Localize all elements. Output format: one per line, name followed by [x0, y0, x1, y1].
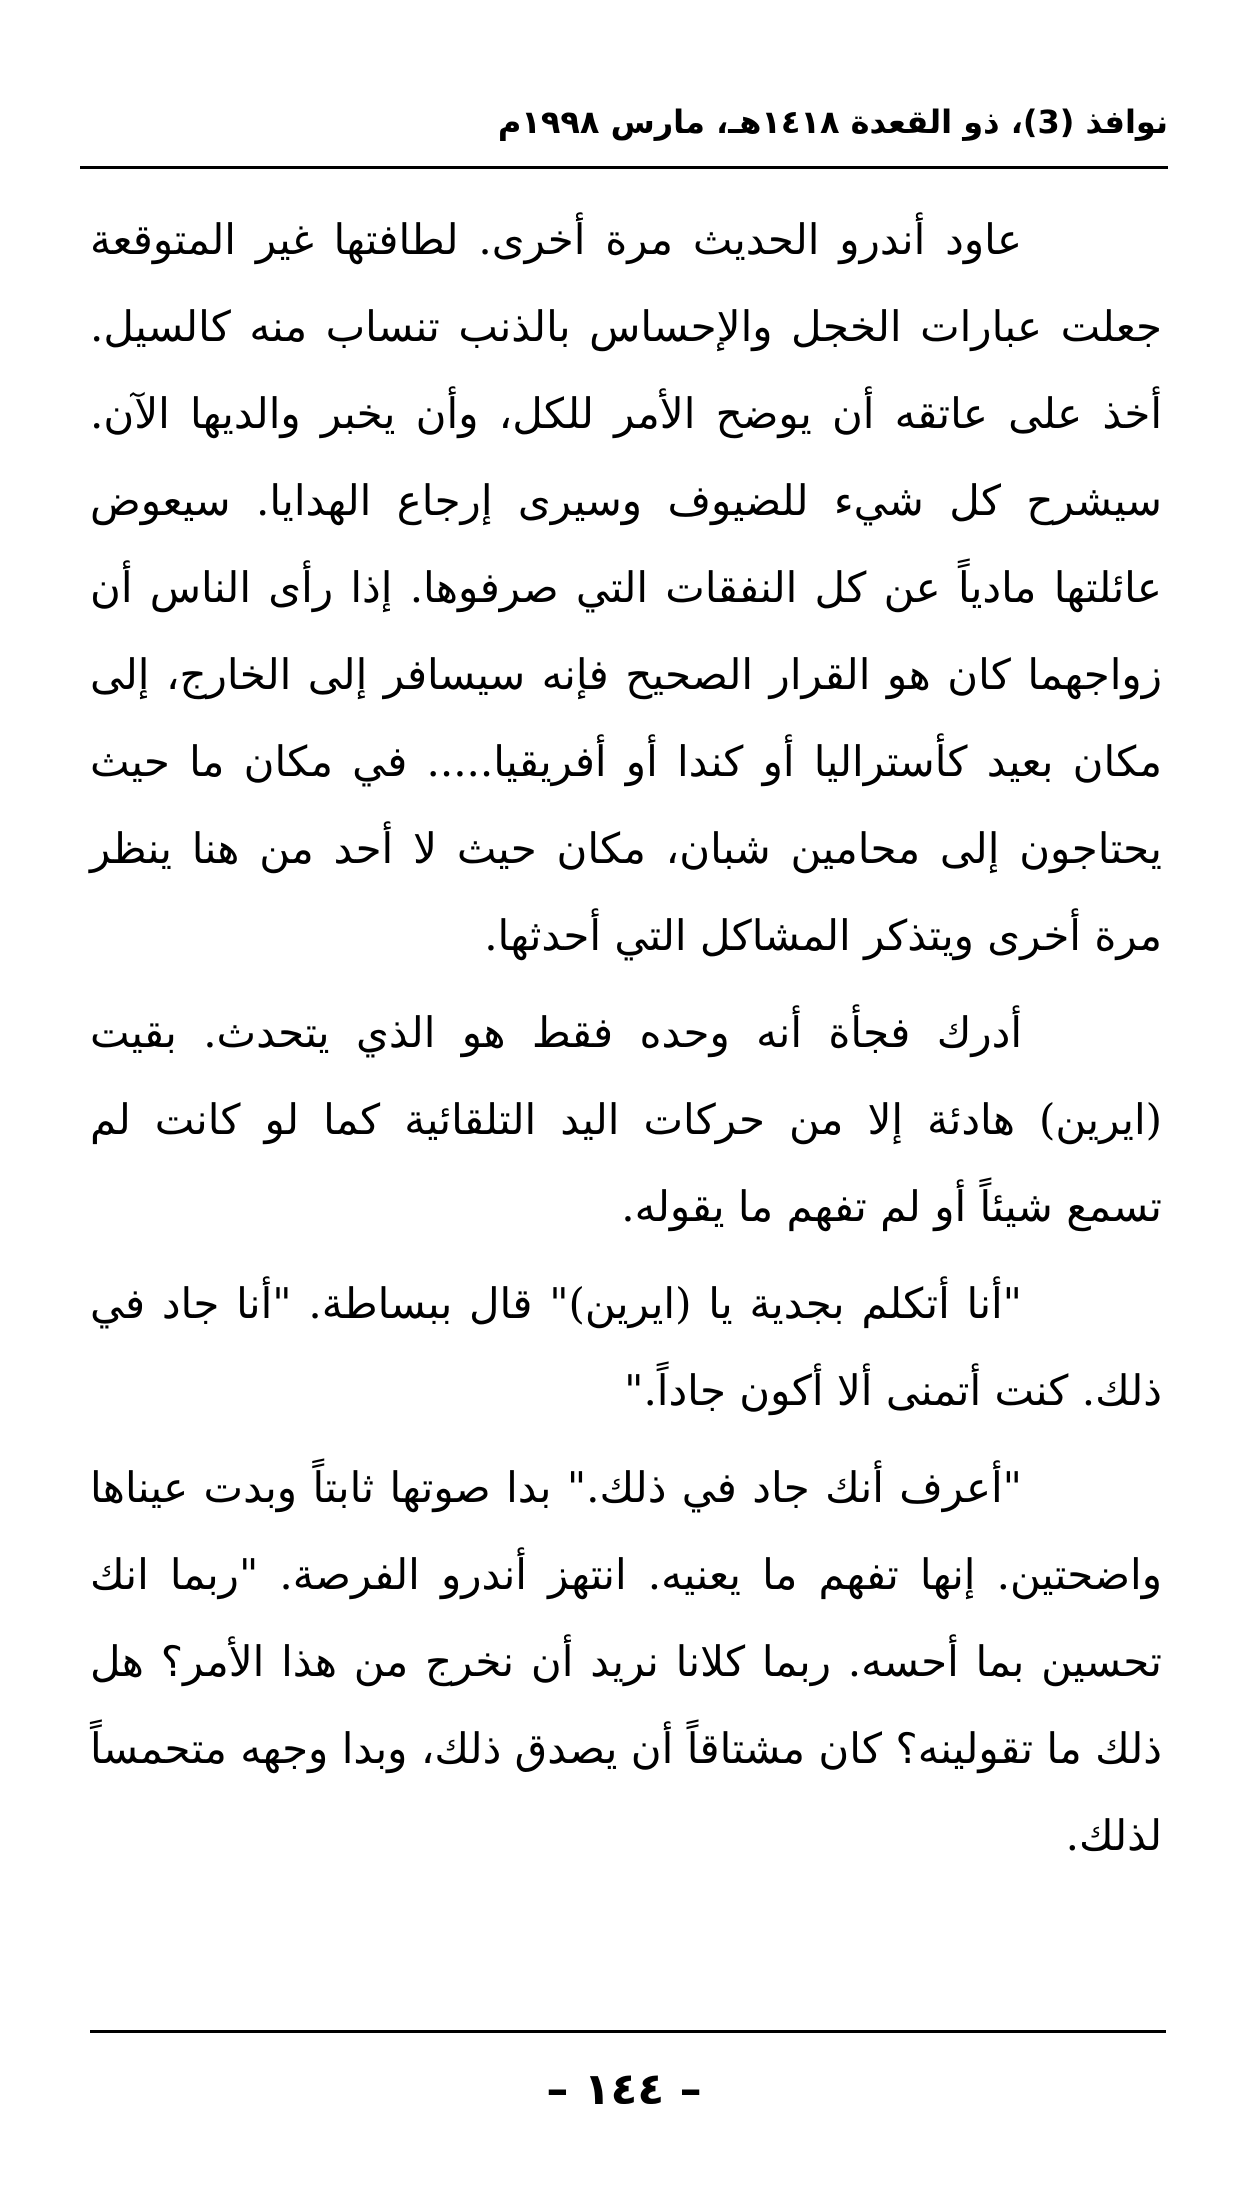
page-number: – ١٤٤ –	[546, 2064, 702, 2115]
body-text	[90, 196, 1162, 1879]
paragraph-2: أدرك فجأة أنه وحده فقط هو الذي يتحدث. بقيت (ايرين) هادئة إلا من حركات اليد التلقائية كما لو كانت لم تسمع شيئاً أو لم تفهم ما يقوله.	[90, 1008, 1162, 1231]
paragraph-4: "أعرف أنك جاد في ذلك." بدا صوتها ثابتاً وبدت عيناها واضحتين. إنها تفهم ما يعنيه. انتهز أندرو الفرصة. "ربما انك تحسين بما أحسه. ربما كلانا نريد أن نخرج من هذا الأمر؟ هل ذلك ما تقولينه؟ كان مشتاقاً أن يصدق ذلك، وبدا وجهه متحمساً لذلك.	[90, 1463, 1162, 1860]
running-header: نوافذ (3)، ذو القعدة ١٤١٨هـ، مارس ١٩٩٨م	[497, 103, 1168, 141]
paragraph-1: عاود أندرو الحديث مرة أخرى. لطافتها غير المتوقعة جعلت عبارات الخجل والإحساس بالذنب تنساب منه كالسيل. أخذ على عاتقه أن يوضح الأمر للكل، وأن يخبر والديها الآن. سيشرح كل شيء للضيوف وسيرى إرجاع الهدايا. سيعوض عائلتها مادياً عن كل النفقات التي صرفوها. إذا رأى الناس أن زواجهما كان هو القرار الصحيح فإنه سيسافر إلى الخارج، إلى مكان بعيد كأستراليا أو كندا أو أفريقيا..... في مكان ما حيث يحتاجون إلى محامين شبان، مكان حيث لا أحد من هنا ينظر مرة أخرى ويتذكر المشاكل التي أحدثها.	[90, 215, 1162, 960]
header-divider	[80, 166, 1168, 169]
paragraph-3: "أنا أتكلم بجدية يا (ايرين)" قال ببساطة. "أنا جاد في ذلك. كنت أتمنى ألا أكون جاداً."	[90, 1279, 1162, 1415]
footer-divider	[90, 2030, 1166, 2033]
